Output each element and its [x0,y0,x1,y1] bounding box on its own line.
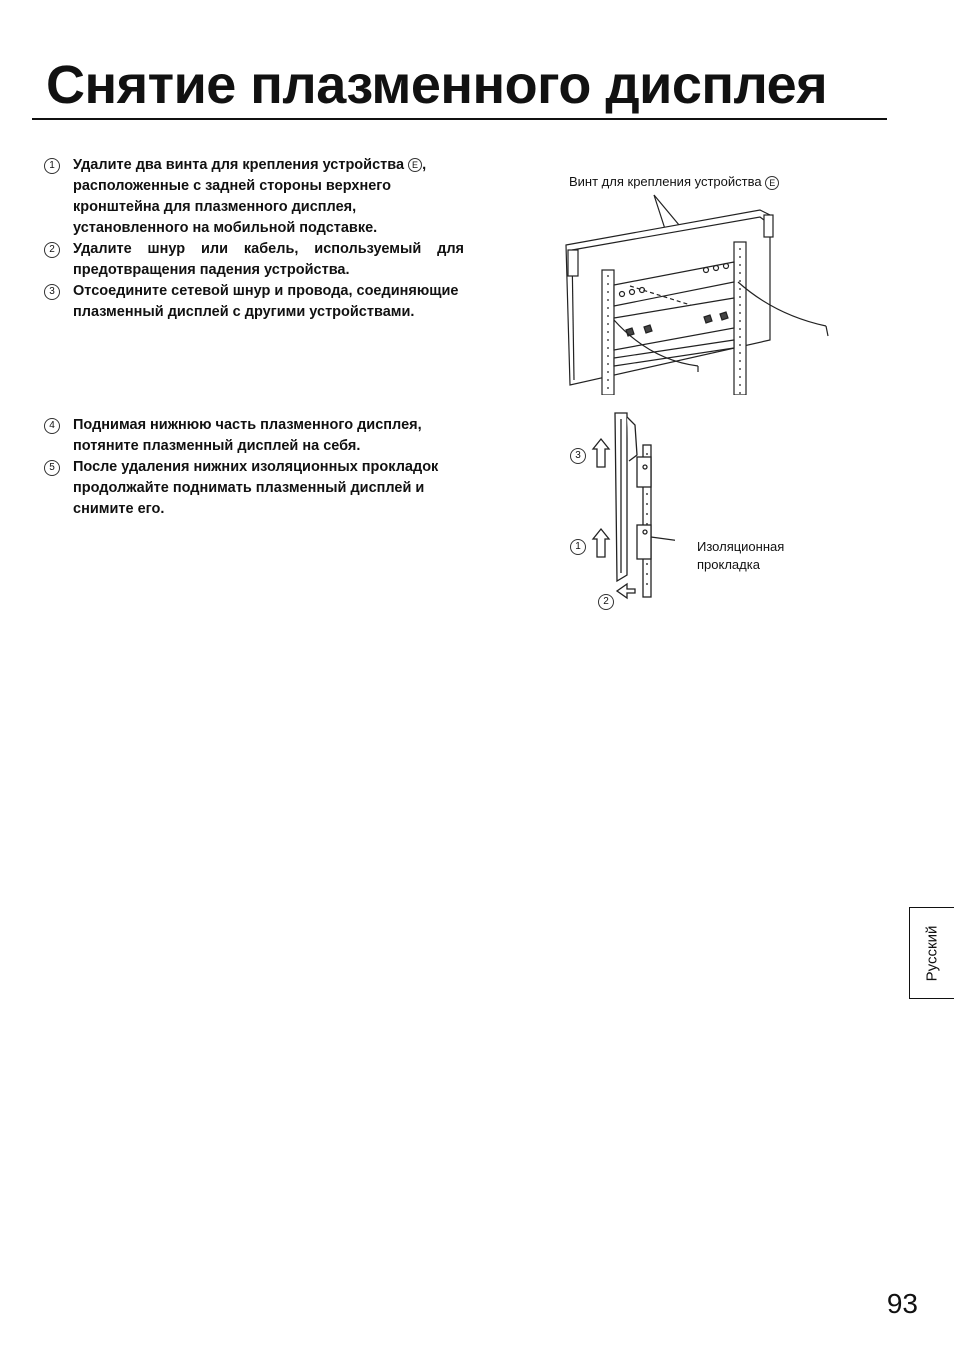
left-arrow-icon [617,584,635,598]
up-arrow-icon [593,529,609,557]
language-tab [909,907,954,999]
up-arrow-icon [593,439,609,467]
circled-letter-e: E [765,176,779,190]
insulation-label-line2: прокладка [697,557,760,572]
instruction-list-2 [44,415,464,520]
step-text: Удалите два винта для крепления устройства [73,157,409,173]
step-marker-3: 3 [570,448,586,464]
handle [568,250,578,276]
step-number: 4 [44,418,60,434]
step-marker-2: 2 [598,594,614,610]
step-5 [44,457,464,520]
step-text: Поднимая нижнюю часть плазменного дисплея, потяните плазменный дисплей на себя. [73,417,422,454]
step-2 [44,239,464,281]
figure1-label: Винт для крепления устройства [569,174,762,189]
step-text: После удаления нижних изоляционных прокладок продолжайте поднимать плазменный дисплей и снимите его. [73,459,439,517]
display-side-illustration [565,405,675,605]
figure1-callout [569,173,779,191]
figure2-callout [697,538,784,574]
step-number: 5 [44,460,60,476]
page-title: Снятие плазменного дисплея [46,55,828,115]
circled-letter-e: E [408,158,422,172]
display-handle [627,417,637,461]
step-text: Отсоедините сетевой шнур и провода, соединяющие плазменный дисплей с другими устройствами. [73,283,459,320]
step-1 [44,155,464,239]
step-4 [44,415,464,457]
insulation-label-line1: Изоляционная [697,539,785,554]
step-text-comma: , [422,157,427,173]
step-number: 1 [44,158,60,174]
step-number: 2 [44,242,60,258]
step-3 [44,281,464,323]
display-back-illustration [560,190,840,395]
upper-bracket [637,457,651,487]
step-marker-1: 1 [570,539,586,555]
instruction-list-1 [44,155,464,323]
step-number: 3 [44,284,60,300]
title-underline [32,118,887,120]
step-text-continued: расположенные с задней стороны верхнего кронштейна для плазменного дисплея, установленного на мобильной подставке. [73,178,391,236]
handle [764,215,773,237]
page-number: 93 [886,1288,918,1319]
language-label: Русский [923,925,941,981]
step-text: Удалите шнур или кабель, используемый для предотвращения падения устройства. [73,241,464,278]
